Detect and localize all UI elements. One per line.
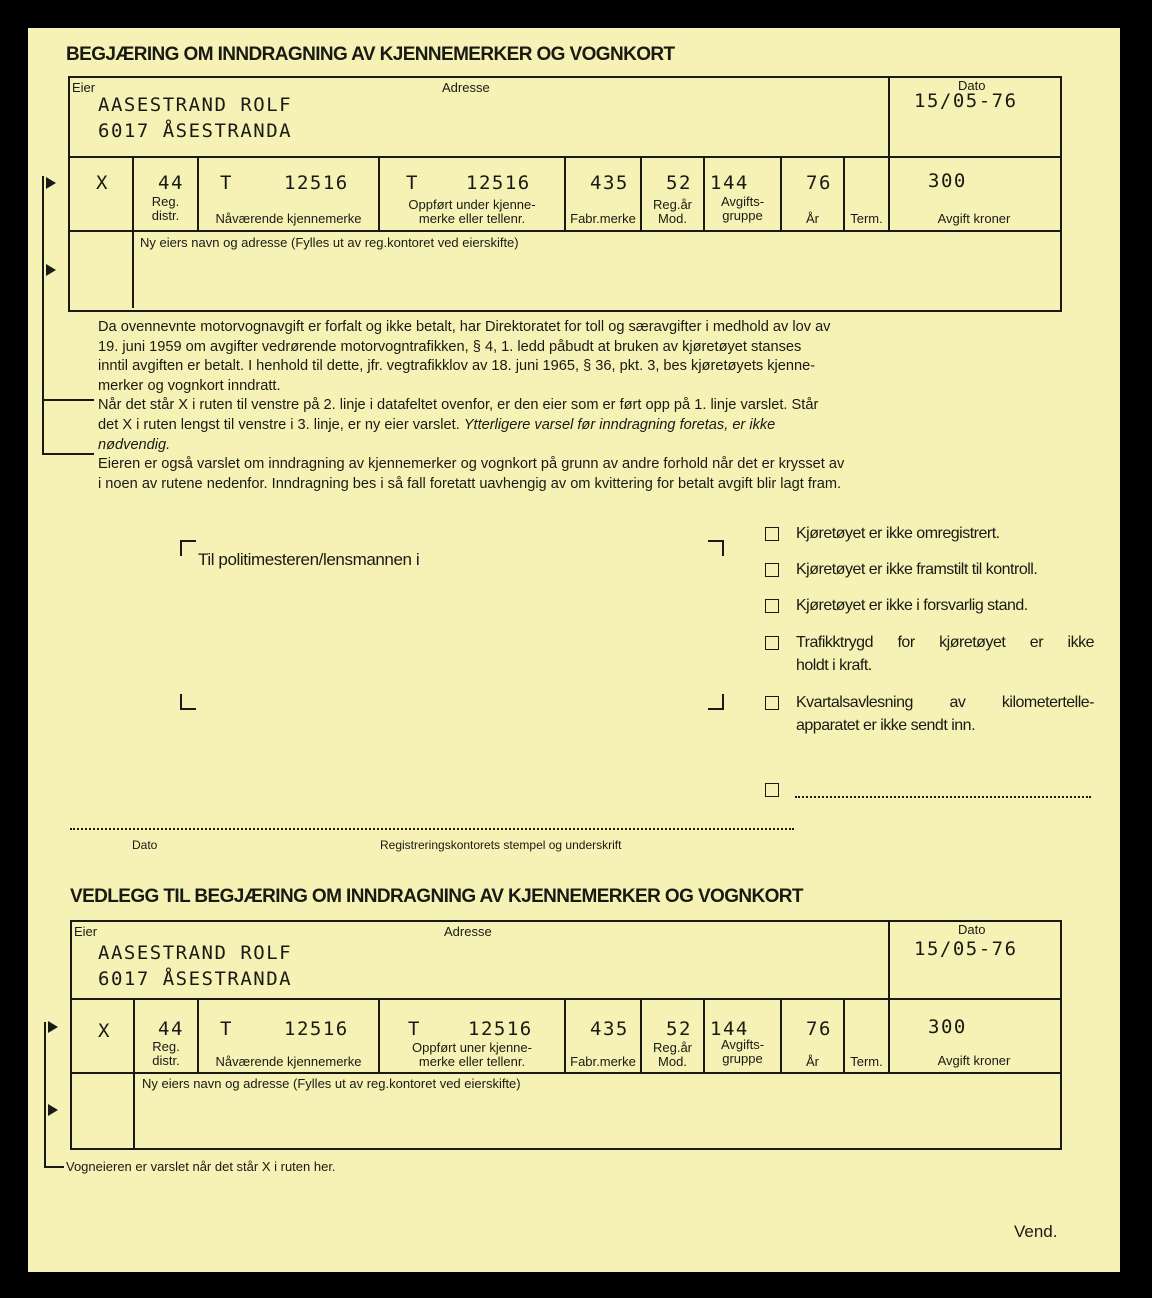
listed-plate-label: Oppført under kjenne- merke eller tellenr. [408, 197, 536, 226]
current-plate-letter: T [220, 1018, 233, 1040]
eier-label: Eier [74, 924, 98, 939]
new-owner-label: Ny eiers navn og adresse (Fylles ut av reg.kontoret ved eierskifte) [140, 235, 519, 250]
dato-label: Dato [958, 78, 986, 93]
term-label: Term. [850, 1054, 883, 1069]
adresse-label: Adresse [444, 924, 492, 939]
notice-line: det X i ruten lengst til venstre i 3. linje, er ny eier varslet. [98, 416, 460, 433]
recipient-corner [708, 694, 724, 710]
listed-plate-label: Oppført uner kjenne- merke eller tellenr. [412, 1040, 532, 1069]
turn-over-label: Vend. [1014, 1222, 1058, 1241]
fabr-merke-label: Fabr.merke [570, 1054, 636, 1069]
notice-italic: Ytterligere varsel før inndragning foretas, er ikke [463, 416, 776, 433]
year-label: År [806, 1054, 819, 1069]
listed-plate-number: 12516 [468, 1018, 533, 1040]
checkbox-label: Kvartalsavlesning av kilometertelle- [796, 694, 1094, 711]
signature-stamp-label: Registreringskontorets stempel og underskrift [380, 838, 622, 852]
reg-year-label: Reg.år Mod. [652, 197, 693, 226]
notice-line: 19. juni 1959 om avgifter vedrørende motorvogntrafikken, § 4, 1. ledd påbudt at bruken av kjøretøyet stanses [98, 338, 802, 355]
form-title: BEGJÆRING OM INNDRAGNING AV KJENNEMERKER OG VOGNKORT [66, 44, 675, 65]
recipient-corner [180, 694, 196, 710]
current-plate-number: 12516 [284, 1018, 349, 1040]
form-date: 15/05-76 [914, 90, 1018, 112]
checkbox-other[interactable] [765, 783, 779, 797]
owner-notified-mark: X [96, 172, 109, 194]
fabr-merke-value: 435 [590, 172, 629, 194]
avgift-value: 300 [928, 170, 967, 192]
notice-bracket [42, 176, 44, 454]
avgifts-gruppe-label: Avgifts- gruppe [720, 194, 765, 223]
signature-line[interactable] [70, 828, 794, 830]
checkbox-label: apparatet er ikke sendt inn. [796, 717, 976, 734]
table-divider [132, 156, 134, 308]
checkbox-odometer[interactable] [765, 696, 779, 710]
owner-notified-mark: X [98, 1020, 111, 1042]
checkbox-not-reregistered[interactable] [765, 527, 779, 541]
reg-distr-value: 44 [158, 172, 184, 194]
year-label: År [806, 211, 819, 226]
row-arrow-icon [48, 1104, 58, 1116]
adresse-label: Adresse [442, 80, 490, 95]
avgifts-gruppe-value: 144 [710, 1018, 749, 1040]
recipient-corner [708, 540, 724, 556]
current-plate-label: Nåværende kjennemerke [215, 211, 362, 226]
reg-year-label: Reg.år Mod. [652, 1040, 693, 1069]
table-divider [888, 76, 890, 158]
reg-distr-value: 44 [158, 1018, 184, 1040]
recipient-corner [180, 540, 196, 556]
avgift-value: 300 [928, 1016, 967, 1038]
notice-line: Eieren er også varslet om inndragning av kjennemerker og vognkort på grunn av andre forhold når det er krysset av [98, 456, 845, 473]
current-plate-number: 12516 [284, 172, 349, 194]
notice-italic: nødvendig. [98, 436, 171, 453]
notice-line: Da ovennevnte motorvognavgift er forfalt og ikke betalt, har Direktoratet for toll og særavgifter i medhold av lov av [98, 319, 831, 335]
checkbox-label: holdt i kraft. [796, 657, 872, 674]
fabr-merke-value: 435 [590, 1018, 629, 1040]
reg-distr-label: Reg. distr. [151, 194, 180, 223]
checkbox-label: Trafikktrygd for kjøretøyet er ikke [796, 634, 1094, 651]
notice-line: Når det står X i ruten til venstre på 2. linje i datafeltet ovenfor, er den eier som er ført opp på 1. linje varslet. Står [98, 397, 819, 414]
bracket-tick [42, 453, 94, 455]
row-arrow-icon [46, 177, 56, 189]
reg-year-value: 52 [666, 172, 692, 194]
owner-name: AASESTRAND ROLF [98, 94, 293, 116]
recipient-label: Til politimesteren/lensmannen i [198, 550, 420, 569]
reg-distr-label: Reg. distr. [152, 1039, 180, 1068]
table-divider [133, 998, 135, 1148]
avgifts-gruppe-label: Avgifts- gruppe [720, 1037, 765, 1066]
listed-plate-letter: T [406, 172, 419, 194]
checkbox-unsafe[interactable] [765, 599, 779, 613]
term-label: Term. [850, 211, 883, 226]
attachment-title: VEDLEGG TIL BEGJÆRING OM INNDRAGNING AV KJENNEMERKER OG VOGNKORT [70, 886, 803, 907]
footer-note: Vogneieren er varslet når det står X i ruten her. [66, 1159, 336, 1174]
fabr-merke-label: Fabr.merke [570, 211, 636, 226]
checkbox-insurance[interactable] [765, 636, 779, 650]
listed-plate-letter: T [408, 1018, 421, 1040]
eier-label: Eier [72, 80, 96, 95]
year-value: 76 [806, 172, 832, 194]
listed-plate-number: 12516 [466, 172, 531, 194]
avgift-label: Avgift kroner [937, 1053, 1011, 1068]
owner-name: AASESTRAND ROLF [98, 942, 293, 964]
dato-label: Dato [958, 922, 986, 937]
checkbox-not-inspected[interactable] [765, 563, 779, 577]
signature-dato-label: Dato [132, 838, 158, 852]
avgifts-gruppe-value: 144 [710, 172, 749, 194]
avgift-label: Avgift kroner [937, 211, 1011, 226]
reg-year-value: 52 [666, 1018, 692, 1040]
owner-address: 6017 ÅSESTRANDA [98, 120, 293, 142]
notice-line: merker og vognkort inndratt. [98, 377, 281, 394]
bracket-tick [42, 399, 94, 401]
current-plate-label: Nåværende kjennemerke [215, 1054, 362, 1069]
table-divider [888, 920, 890, 1000]
year-value: 76 [806, 1018, 832, 1040]
notice-bracket [44, 1022, 46, 1168]
bracket-tick [44, 1166, 64, 1168]
notice-line: i noen av rutene nedenfor. Inndragning bes i så fall foretatt uavhengig av om kvittering for betalt avgift blir lagt fram. [98, 475, 842, 492]
other-reason-field[interactable] [795, 796, 1091, 798]
owner-address: 6017 ÅSESTRANDA [98, 968, 293, 990]
checkbox-label: Kjøretøyet er ikke framstilt til kontroll. [796, 561, 1038, 578]
row-arrow-icon [46, 264, 56, 276]
current-plate-letter: T [220, 172, 233, 194]
new-owner-label: Ny eiers navn og adresse (Fylles ut av reg.kontoret ved eierskifte) [142, 1076, 521, 1091]
notice-text [98, 318, 1060, 494]
checkbox-label: Kjøretøyet er ikke i forsvarlig stand. [796, 597, 1028, 614]
checkbox-label: Kjøretøyet er ikke omregistrert. [796, 525, 1000, 542]
form-date: 15/05-76 [914, 938, 1018, 960]
row-arrow-icon [48, 1021, 58, 1033]
notice-line: inntil avgiften er betalt. I henhold til dette, jfr. vegtrafikklov av 18. juni 1965, § 36, pkt. 3, bes kjøretøyets kjenne- [98, 358, 816, 375]
